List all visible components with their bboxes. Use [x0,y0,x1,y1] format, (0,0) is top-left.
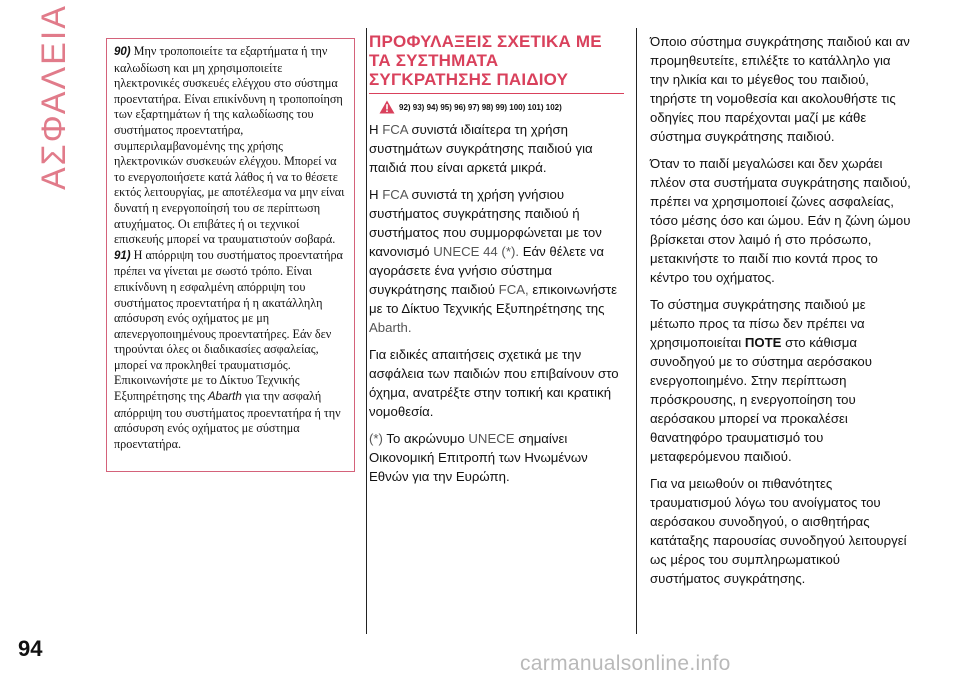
warning-reference-list: 92) 93) 94) 95) 96) 97) 98) 99) 100) 101) 102) [399,102,562,112]
acronym: UNECE [468,431,515,446]
paragraph [369,120,624,177]
text: συνιστά ιδιαίτερα τη χρήση συστημάτων συγκράτησης παιδιού για παιδιά που είναι αρκετά μικρά. [369,122,593,175]
text: στο κάθισμα συνοδηγού με το σύστημα αερόσακου ενεργοποιημένο. Στην περίπτωση πρόσκρουσης, η ενεργοποίηση του αερόσακου μπορεί να προκαλέσει θανατηφόρο τραυματισμό του μεταφερόμενου παιδιού. [650,335,872,464]
column-divider [636,28,637,634]
text: σημαίνει Οικονομική Επιτροπή των Ηνωμένων Εθνών για την Ευρώπη. [369,431,588,484]
paragraph: Όταν το παιδί μεγαλώσει και δεν χωράει πλέον στα συστήματα συγκράτησης παιδιού, πρέπει να χρησιμοποιεί ζώνες ασφαλείας, τόσο μέσης όσο και ώμου. Εάν η ζώνη ώμου βρίσκεται στον λαιμό ή στο πρόσωπο, μετακινήστε το παιδί πιο κοντά προς το κέντρο του οχήματος. [650,156,911,285]
text: Η [369,122,379,137]
section-title [369,32,624,89]
column-divider [366,28,367,634]
paragraph: Για ειδικές απαιτήσεις σχετικά με την ασφάλεια των παιδιών που επιβαίνουν στο όχημα, ανατρέξτε στην τοπική και κρατική νομοθεσία. [369,347,619,419]
note-text: για την ασφαλή απόρριψη του συστήματος προεντατήρα ή την απόσυρση ενός οχήματος με σύστημα προεντατήρα. [114,389,341,451]
warning-note [114,248,349,453]
right-column [650,32,912,596]
title-line: ΣΥΓΚΡΑΤΗΣΗΣ ΠΑΙΔΙΟΥ [369,70,569,89]
brand-name: FCA [382,187,408,202]
text: Εάν θέλετε να αγοράσετε ένα γνήσιο σύστημα συγκράτησης παιδιού [369,244,605,297]
title-line: ΠΡΟΦΥΛΑΞΕΙΣ ΣΧΕΤΙΚΑ ΜΕ [369,32,602,51]
section-side-tab [28,3,80,191]
text: Το σύστημα συγκράτησης παιδιού με μέτωπο προς τα πίσω δεν πρέπει να χρησιμοποιείται [650,297,866,350]
text: συνιστά τη χρήση γνήσιου συστήματος συγκράτησης παιδιού ή συστήματος που συμμορφώνεται με τον κανονισμό [369,187,602,259]
paragraph [650,295,912,466]
middle-column [369,32,624,494]
emphasis-never: ΠΟΤΕ [744,335,782,350]
text: Το ακρώνυμο [386,431,465,446]
note-number: 91) [114,249,131,262]
paragraph: Όποιο σύστημα συγκράτησης παιδιού και αν προμηθευτείτε, επιλέξτε το κατάλληλο για την ηλικία και το μέγεθος του παιδιού, τηρήστε τη νομοθεσία και ακολουθήστε τις οδηγίες που παρέχονται μαζί με κάθε σύστημα συγκράτησης παιδιού. [650,34,910,144]
paragraph [369,185,624,337]
brand-name: Abarth. [369,320,412,335]
paragraph: Για να μειωθούν οι πιθανότητες τραυματισμού λόγω του ανοίγματος του αερόσακου συνοδηγού, ο αισθητήρας κατάταξης παρουσίας συνοδηγού λειτουργεί ως μέρος του συμπληρωματικού συστήματος συγκράτησης. [650,476,907,586]
regulation-ref: UNECE 44 (*). [433,244,520,259]
page-number: 94 [18,636,43,661]
footnote-mark: (*) [369,431,383,446]
warning-notes-box [106,38,355,472]
warning-triangle-icon [379,100,395,114]
text: επικοινωνήστε με το Δίκτυο Τεχνικής Εξυπηρέτησης της [369,282,618,316]
warning-note [114,44,349,248]
note-number: 90) [114,46,131,58]
note-text: Μην τροποποιείτε τα εξαρτήματα ή την καλωδίωση και μη χρησιμοποιείτε ηλεκτρονικές συσκευές ελέγχου στο σύστημα προεντατήρα. Είναι επικίνδυνη η τροποποίηση των εξαρτημάτων ή της καλωδίωσης του συστήματος προεντατήρα, συμπεριλαμβανομένης της χρήσης ηλεκτρονικών συσκευών ελέγχου. Μπορεί να το ενεργοποιήσετε κατά λάθος ή να το θέσετε εκτός λειτουργίας, με αποτέλεσμα να μην είναι δυνατή η ενεργοποίησή του σε περίπτωση ατυχήματος. Οι επιβάτες ή οι τεχνικοί επισκευής μπορεί να τραυματιστούν σοβαρά. [114,44,345,247]
watermark: carmanualsonline.info [520,652,731,675]
warning-references [379,100,624,114]
note-text: Η απόρριψη του συστήματος προεντατήρα πρέπει να γίνεται με σωστό τρόπο. Είναι επικίνδυνη η εσφαλμένη απόρριψη του συστήματος προεντατήρα ή η ακατάλληλη απόσυρση ενός οχήματος με μη απενεργοποιημένους προεντατήρες. Εάν δεν τηρούνται όλες οι διαδικασίες ασφαλείας, μπορεί να προκληθεί τραυματισμός. Επικοινωνήστε με το Δίκτυο Τεχνικής Εξυπηρέτησης της [114,247,343,404]
title-line: ΤΑ ΣΥΣΤΗΜΑΤΑ [369,51,499,70]
footnote [369,429,624,486]
side-tab-label: ΑΣΦΑΛΕΙΑ [34,3,73,191]
text: Η [369,187,379,202]
brand-name: Abarth [207,391,242,404]
brand-name: FCA [382,122,408,137]
title-underline [369,93,624,94]
brand-name: FCA, [498,282,529,297]
